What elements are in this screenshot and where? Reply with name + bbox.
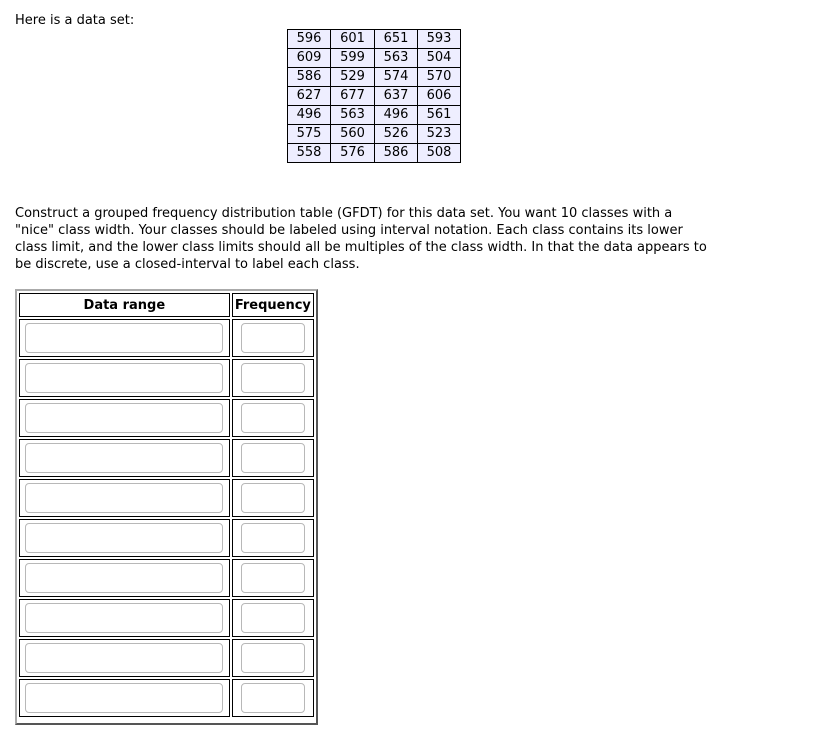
- frequency-input[interactable]: [241, 643, 305, 673]
- data-cell: 504: [418, 49, 461, 68]
- data-cell: 601: [331, 30, 375, 49]
- data-cell: 496: [288, 106, 331, 125]
- data-cell: 570: [418, 68, 461, 87]
- data-cell: 496: [375, 106, 418, 125]
- data-range-cell: [19, 319, 230, 357]
- frequency-cell: [232, 639, 314, 677]
- gfdt-row: [19, 519, 314, 557]
- gfdt-table: [17, 291, 316, 719]
- data-cell: 561: [418, 106, 461, 125]
- frequency-cell: [232, 479, 314, 517]
- data-range-input[interactable]: [25, 483, 223, 513]
- data-row: [288, 125, 461, 144]
- data-range-input[interactable]: [25, 403, 223, 433]
- data-cell: 586: [375, 144, 418, 163]
- frequency-input[interactable]: [241, 403, 305, 433]
- gfdt-table-frame: [15, 289, 318, 725]
- gfdt-row: [19, 559, 314, 597]
- data-cell: 677: [331, 87, 375, 106]
- gfdt-row: [19, 319, 314, 357]
- frequency-cell: [232, 319, 314, 357]
- data-cell: 563: [331, 106, 375, 125]
- frequency-input[interactable]: [241, 483, 305, 513]
- data-range-cell: [19, 479, 230, 517]
- frequency-input[interactable]: [241, 603, 305, 633]
- data-cell: 609: [288, 49, 331, 68]
- data-cell: 599: [331, 49, 375, 68]
- data-cell: 575: [288, 125, 331, 144]
- data-cell: 574: [375, 68, 418, 87]
- data-row: [288, 87, 461, 106]
- data-range-cell: [19, 359, 230, 397]
- frequency-cell: [232, 519, 314, 557]
- frequency-cell: [232, 679, 314, 717]
- data-row: [288, 49, 461, 68]
- data-range-input[interactable]: [25, 523, 223, 553]
- data-range-cell: [19, 639, 230, 677]
- data-cell: 563: [375, 49, 418, 68]
- frequency-header: Frequency: [232, 293, 314, 317]
- data-cell: 576: [331, 144, 375, 163]
- data-range-input[interactable]: [25, 603, 223, 633]
- data-range-cell: [19, 399, 230, 437]
- data-range-cell: [19, 559, 230, 597]
- data-cell: 560: [331, 125, 375, 144]
- frequency-input[interactable]: [241, 323, 305, 353]
- frequency-cell: [232, 599, 314, 637]
- data-range-cell: [19, 679, 230, 717]
- frequency-input[interactable]: [241, 443, 305, 473]
- frequency-cell: [232, 559, 314, 597]
- data-cell: 526: [375, 125, 418, 144]
- data-range-input[interactable]: [25, 563, 223, 593]
- data-cell: 523: [418, 125, 461, 144]
- data-cell: 651: [375, 30, 418, 49]
- gfdt-row: [19, 639, 314, 677]
- data-cell: 627: [288, 87, 331, 106]
- data-range-input[interactable]: [25, 643, 223, 673]
- data-range-input[interactable]: [25, 683, 223, 713]
- data-range-cell: [19, 439, 230, 477]
- gfdt-row: [19, 599, 314, 637]
- data-range-input[interactable]: [25, 363, 223, 393]
- frequency-cell: [232, 399, 314, 437]
- frequency-input[interactable]: [241, 683, 305, 713]
- data-cell: 558: [288, 144, 331, 163]
- gfdt-row: [19, 399, 314, 437]
- intro-text: Here is a data set:: [15, 13, 135, 28]
- data-row: [288, 30, 461, 49]
- frequency-input[interactable]: [241, 563, 305, 593]
- data-cell: 637: [375, 87, 418, 106]
- gfdt-row: [19, 479, 314, 517]
- data-cell: 606: [418, 87, 461, 106]
- gfdt-row: [19, 359, 314, 397]
- data-range-cell: [19, 599, 230, 637]
- data-range-input[interactable]: [25, 323, 223, 353]
- data-range-header: Data range: [19, 293, 230, 317]
- data-row: [288, 106, 461, 125]
- gfdt-row: [19, 679, 314, 717]
- data-cell: 508: [418, 144, 461, 163]
- data-range-cell: [19, 519, 230, 557]
- data-row: [288, 68, 461, 87]
- gfdt-row: [19, 439, 314, 477]
- frequency-input[interactable]: [241, 523, 305, 553]
- data-range-input[interactable]: [25, 443, 223, 473]
- data-cell: 596: [288, 30, 331, 49]
- data-cell: 593: [418, 30, 461, 49]
- data-cell: 529: [331, 68, 375, 87]
- data-set-table: [287, 29, 461, 163]
- frequency-cell: [232, 439, 314, 477]
- frequency-cell: [232, 359, 314, 397]
- data-cell: 586: [288, 68, 331, 87]
- instructions-text: Construct a grouped frequency distribution table (GFDT) for this data set. You want 10 classes with a "nice" class width. Your classes should be labeled using interval notation. Each class contains its lower class limit, and the lower class limits should all be multiples of the class width. In that the data appears to be discrete, use a closed-interval to label each class.: [15, 206, 707, 272]
- data-row: [288, 144, 461, 163]
- frequency-input[interactable]: [241, 363, 305, 393]
